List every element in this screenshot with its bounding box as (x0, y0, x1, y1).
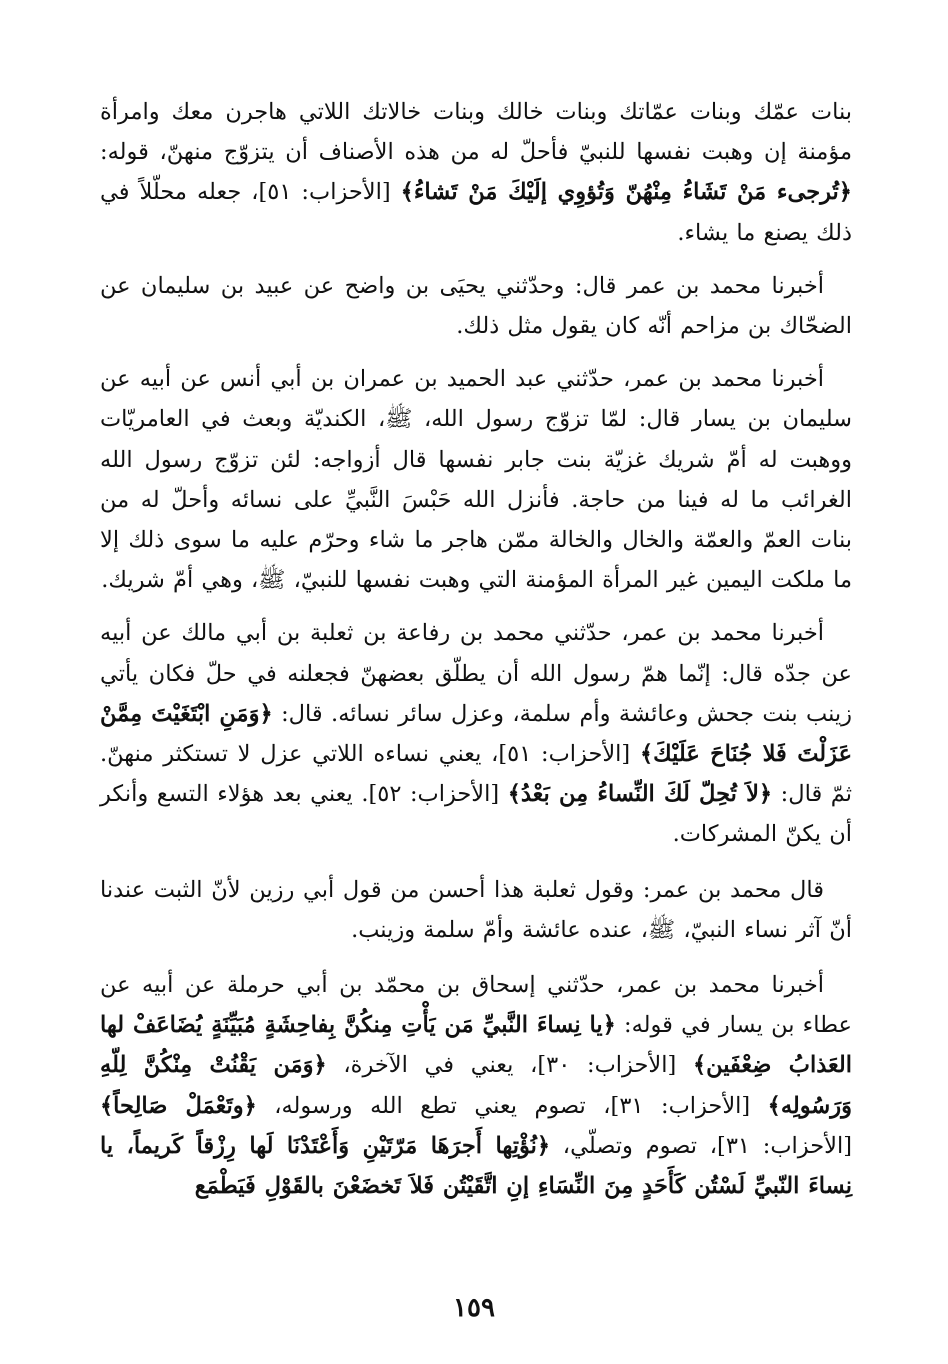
paragraph-3 (100, 359, 852, 600)
text-segment: بنات عمّك وبنات عمّاتك وبنات خالك وبنات خالاتك اللاتي هاجرن معك وامرأة مؤمنة إن وهبت نفسها للنبيّ فأحلّ له من هذه الأصناف أن يتزوّج منهنّ، قوله: (100, 99, 852, 166)
text-segment: [الأحزاب: ٣٠]، يعني في الآخرة، (326, 1052, 693, 1079)
quran-verse: ﴿وتَعْمَلْ صَالِحاً﴾ (100, 1092, 257, 1119)
quran-verse: ﴿تُرجىء مَنْ تَشَاءُ مِنْهُنّ وَتُؤوِي إلَيْكَ مَنْ تَشاءُ﴾ (400, 179, 852, 206)
paragraph-1 (100, 92, 852, 253)
page-number: ١٥٩ (453, 1293, 495, 1323)
text-segment: [الأحزاب: ٥٢]. يعني بعد هؤلاء التسع وأنكر أن يكنّ المشركات. (100, 781, 852, 848)
paragraph-2 (100, 266, 852, 346)
text-segment: [الأحزاب: ٣١]، تصوم يعني تطع الله ورسوله، (256, 1092, 768, 1119)
paragraph-4 (100, 613, 852, 854)
page-body (100, 92, 852, 1292)
paragraph-5 (100, 870, 852, 950)
quran-verse: ﴿يا نِساءَ النَّبيِّ مَن يَأْتِ مِنكُنَّ بِفاحِشَةٍ مُبَيِّنَةٍ يُضَاعَفْ لها العَذابُ ضِعْفَين﴾ (100, 1012, 852, 1079)
quran-verse: ﴿لاَ تُحِلّ لَكَ النِّساءُ مِن بَعْدُ﴾ (507, 781, 773, 808)
text-segment: أخبرنا محمد بن عمر، حدّثني عبد الحميد بن عمران بن أبي أنس عن أبيه عن سليمان بن يسار قال: لمّا تزوّج رسول الله، ﷺ، الكنديّة وبعث في العامريّات ووهبت له أمّ شريك غزيّة بنت جابر نفسها قال أزواجه: لئن تزوّج رسول الله الغرائب ما له فينا من حاجة. فأنزل الله حَبْسَ النَّبيِّ على نسائه وأحلّ له من بنات العمّ والعمّة والخال والخالة ممّن هاجر ما شاء وحرّم عليه ما سوى ذلك إلا ما ملكت اليمين غير المرأة المؤمنة التي وهبت نفسها للنبيّ، ﷺ، وهي أمّ شريك. (100, 366, 852, 594)
text-segment: أخبرنا محمد بن عمر، حدّثني محمد بن رفاعة بن ثعلبة بن أبي مالك عن أبيه عن جدّه قال: إنّما همّ رسول الله أن يطلّق بعضهنّ فجعلنه في حلّ فكان يأتي زينب بنت جحش وعائشة وأم سلمة، وعزل سائر نسائه. قال: (100, 620, 853, 727)
text-segment: قال محمد بن عمر: وقول ثعلبة هذا أحسن من قول أبي رزين لأنّ الثبت عندنا أنّ آثر نساء النبيّ، ﷺ، عنده عائشة وأمّ سلمة وزينب. (100, 876, 852, 943)
quran-verse: ﴿نُؤْتِها أَجرَهَا مَرّتَيْنِ وَأَعْتَدْنَا لَها رِزْقاً كَريماً، يا نِساءَ النّبيِّ لَسْتُن كَأَحَدٍ مِنَ النِّسَاءِ إنِ اتَّقَيْتُن فَلاَ تَخضَعْنَ بالقَوْلِ فَيَطْمَع (100, 1132, 852, 1200)
quran-verse: ﴿وَمَنِ ابْتَغَيْتَ مِمَّنْ عَزَلْتَ فَلا جُنَاحَ عَلَيْكَ﴾ (100, 700, 852, 768)
text-segment: أخبرنا محمد بن عمر، حدّثني إسحاق بن محمّد بن أبي حرملة عن أبيه عن عطاء بن يسار في قوله: (100, 972, 852, 1039)
text-segment: [الأحزاب: ٥١]، جعله محلّلاً في ذلك يصنع ما يشاء. (100, 179, 852, 246)
quran-verse: ﴿وَمَن يَقْنُتْ مِنْكُنَّ لِلّهِ وَرَسُولِه﴾ (100, 1052, 852, 1119)
text-segment: [الأحزاب: ٣١]، تصوم وتصلّي، (550, 1132, 852, 1159)
text-segment: أخبرنا محمد بن عمر قال: وحدّثني يحيَى بن واضح عن عبيد بن سليمان عن الضحّاك بن مزاحم أنّه كان يقول مثل ذلك. (100, 272, 852, 340)
text-segment: [الأحزاب: ٥١]، يعني نساءه اللاتي عزل لا تستكثر منهنّ. ثمّ قال: (100, 741, 852, 808)
paragraph-6 (100, 965, 852, 1206)
